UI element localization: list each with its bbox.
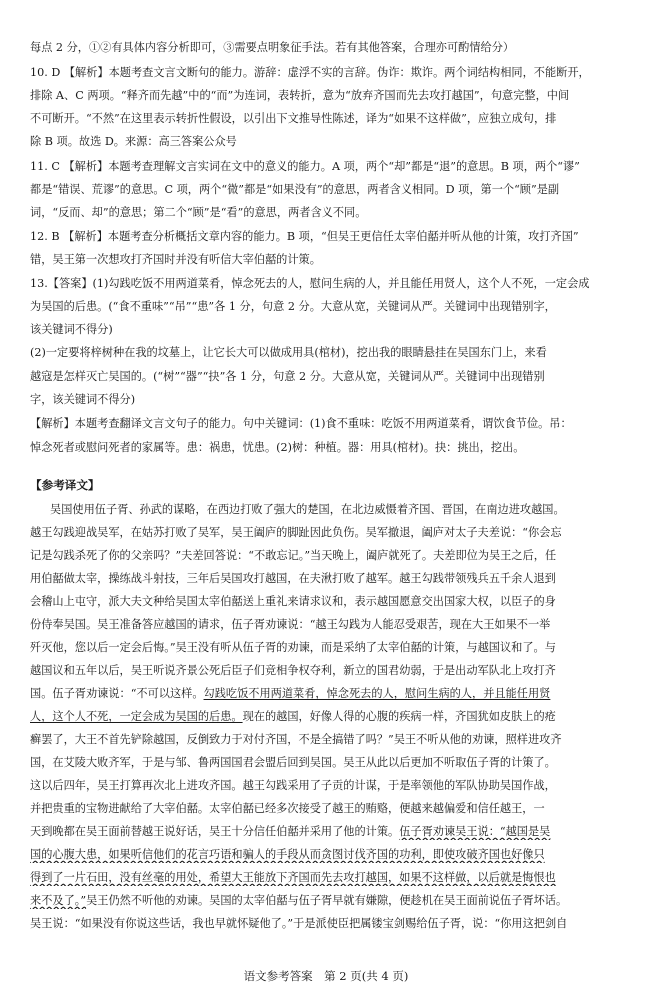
text-line: 排除 A、C 两项。“释齐而先越”中的“而”为连词，表转折，意为“放弃齐国而先去攻打越国”，句意完整，中间 — [30, 89, 570, 102]
translation-line: 越王勾践迎战吴军，在姑苏打败了吴军，吴王阖庐的脚趾因此负伤。吴军撤退，阖庐对太子夫差说：“你会忘 — [30, 526, 562, 539]
translation-line: 并把贵重的宝物进献给了大宰伯嚭。太宰伯嚭已经多次接受了越王的贿赂，便越来越偏爱和信任越王，一 — [30, 802, 545, 815]
translation-line — [30, 893, 626, 909]
question-10-line: 10. D 【解析】本题考查文言文断句的能力。游辞：虚浮不实的言辞。伪诈：欺诈。两个词结构相同，不能断开， — [30, 66, 590, 79]
question-13-line: 13.【答案】(1)勾践吃饭不用两道菜肴，悼念死去的人，慰问生病的人，并且能任用贤人，这个人不死，一定会成 — [30, 277, 590, 290]
translation-segment: 国。伍子胥劝谏说：“不可以这样。 — [30, 687, 204, 700]
wavy-underlined-segment: 来不及了。” — [30, 894, 87, 907]
text-line: 越寇是怎样灭亡吴国的。(“树”“器”“抉”各 1 分，句意 2 分。大意从宽，关键词从严。关键词中出现错别 — [30, 370, 545, 383]
text-line: (2)一定要将梓树种在我的坟墓上，让它长大可以做成用具(棺材)，挖出我的眼睛悬挂在吴国东门上，来看 — [30, 346, 547, 359]
underlined-answer-segment: 勾践吃饭不用两道菜肴，悼念死去的人，慰问生病的人，并且能任用贤 — [203, 687, 551, 700]
text-line: 词，“反而、却”的意思；第二个“顾”是“看”的意思，两者含义不同。 — [30, 206, 367, 219]
question-11-line: 11. C 【解析】本题考查理解文言实词在文中的意义的能力。A 项，两个“却”都是“退”的意思。B 项，两个“谬” — [30, 160, 580, 173]
text-line: 悼念死者或慰问死者的家属等。患：祸患，忧患。(2)树：种植。器：用具(棺材)。抉：挑出，挖出。 — [30, 441, 525, 454]
wavy-underlined-segment: 得到了一片石田，没有丝毫的用处，希望大王能放下齐国而先去攻打越国，如果不这样做，以后就是悔恨也 — [30, 871, 556, 884]
wavy-underlined-segment: 国的心腹大患，如果听信他们的花言巧语和骗人的手段从而贪图讨伐齐国的功利，即使攻破齐国也好像只 — [30, 848, 545, 861]
translation-segment: 现在的越国，好像人得的心腹的疾病一样，齐国犹如皮肤上的疮 — [242, 710, 556, 723]
translation-line — [30, 847, 626, 863]
question-12-line: 12. B 【解析】本题考查分析概括文章内容的能力。B 项，“但吴王更信任太宰伯嚭并听从他的计策，攻打齐国” — [30, 230, 579, 243]
text-line: 为吴国的后患。(“食不重味”“吊”“患”各 1 分，句意 2 分。大意从宽，关键词从严。关键词中出现错别字， — [30, 300, 556, 313]
translation-line — [30, 709, 626, 725]
translation-line — [30, 870, 626, 886]
text-line: 【解析】本题考查翻译文言文句子的能力。句中关键词：(1)食不重味：吃饭不用两道菜肴，谓饮食节俭。吊： — [30, 417, 572, 430]
translation-line: 会稽山上屯守，派大夫文种给吴国太宰伯嚭送上重礼来请求议和，表示越国愿意交出国家大权，以臣子的身 — [30, 595, 556, 608]
text-line: 错，吴王第一次想攻打齐国时并没有听信大宰伯嚭的计策。 — [30, 253, 321, 266]
translation-line: 这以后四年，吴王打算再次北上进攻齐国。越王勾践采用了子贡的计谋，于是率领他的军队协助吴国作战， — [30, 779, 556, 792]
translation-line: 国，在艾陵大败齐军，于是与邹、鲁两国国君会盟后回到吴国。吴王从此以后更加不听取伍子胥的计策了。 — [30, 756, 556, 769]
text-line: 字，该关键词不得分) — [30, 393, 136, 406]
translation-line: 吴王说：“如果没有你说这些话，我也早就怀疑他了。”于是派使臣把属镂宝剑赐给伍子胥，说：“你用这把剑自 — [30, 917, 568, 930]
translation-line: 用伯嚭做太宰，操练战斗射技，三年后吴国攻打越国，在夫湫打败了越军。越王勾践带领残兵五千余人退到 — [30, 572, 556, 585]
text-line: 除 B 项。故选 D。来源：高三答案公众号 — [30, 135, 237, 148]
text-line: 不可断开。“不然”在这里表示转折性假设，以引出下文推导性陈述，译为“如果不这样做”，应独立成句，排 — [30, 112, 557, 125]
translation-line: 越国议和五年以后，吴王听说齐景公死后臣子们竞相争权夺利，新立的国君幼弱，于是出动军队北上攻打齐 — [30, 664, 556, 677]
translation-line: 歼灭他，您以后一定会后悔。”吴王没有听从伍子胥的劝谏，而是采纳了太宰伯嚭的计策，与越国议和了。与 — [30, 641, 556, 654]
translation-line — [30, 686, 626, 702]
translation-line: 吴国使用伍子胥、孙武的谋略，在西边打败了强大的楚国，在北边威慑着齐国、晋国，在南边进攻越国。 — [50, 503, 565, 516]
translation-line: 癣罢了，大王不首先铲除越国，反倒致力于对付齐国，不是全搞错了吗？”吴王不听从他的劝谏，照样进攻齐 — [30, 733, 562, 746]
translation-segment: 吴王仍然不听他的劝谏。吴国的太宰伯嚭与伍子胥早就有嫌隙，便趁机在吴王面前说伍子胥坏话。 — [86, 894, 568, 907]
translation-line: 记是勾践杀死了你的父亲吗？”夫差回答说：“不敢忘记。”当天晚上，阖庐就死了。夫差即位为吴王之后，任 — [30, 549, 557, 562]
page-footer: 语文参考答案 第 2 页(共 4 页) — [243, 969, 409, 983]
text-line: 每点 2 分，①②有具体内容分析即可，③需要点明象征手法。若有其他答案，合理亦可酌情给分） — [30, 41, 515, 54]
translation-segment: 天到晚都在吴王面前替越王说好话，吴王十分信任伯嚭并采用了他的计策。 — [30, 825, 400, 838]
translation-heading: 【参考译文】 — [30, 478, 100, 492]
translation-line: 份侍奉吴国。吴王准备答应越国的请求，伍子胥劝谏说：“越王勾践为人能忍受艰苦，现在大王如果不一举 — [30, 618, 551, 631]
translation-line — [30, 824, 626, 840]
text-line: 都是“错误、荒谬”的意思。C 项，两个“微”都是“如果没有”的意思，两者含义相同。D 项，第一个“顾”是副 — [30, 183, 560, 196]
underlined-answer-segment: 人，这个人不死，一定会成为吴国的后患。 — [30, 710, 243, 723]
wavy-underlined-segment: 伍子胥劝谏吴王说：“越国是吴 — [399, 825, 551, 838]
text-line: 该关键词不得分) — [30, 323, 113, 336]
